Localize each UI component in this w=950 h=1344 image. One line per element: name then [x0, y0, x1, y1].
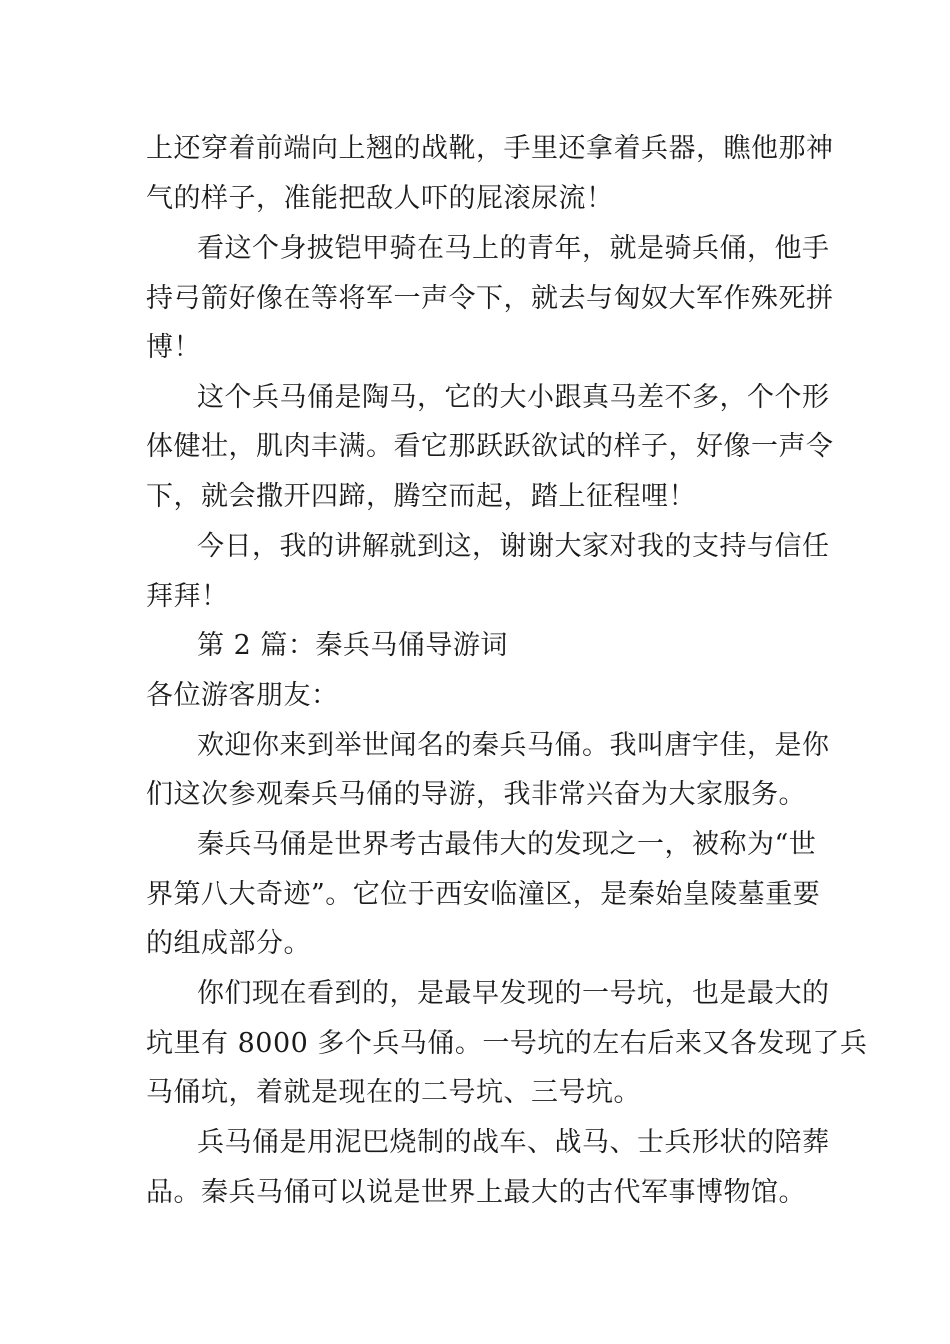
text-line: 坑里有 8000 多个兵马俑。一号坑的左右后来又各发现了兵	[146, 1028, 868, 1059]
text-line: 体健壮，肌肉丰满。看它那跃跃欲试的样子，好像一声令	[146, 431, 834, 462]
salutation: 各位游客朋友：	[146, 680, 339, 711]
text-line: 们这次参观秦兵马俑的导游，我非常兴奋为大家服务。	[146, 779, 806, 810]
paragraph-start-line: 欢迎你来到举世闻名的秦兵马俑。我叫唐宇佳，是你	[197, 730, 830, 761]
text-line: 博！	[146, 332, 201, 363]
text-line: 的组成部分。	[146, 928, 311, 959]
text-line: 气的样子，准能把敌人吓的屁滚尿流！	[146, 183, 614, 214]
paragraph-start-line: 你们现在看到的，是最早发现的一号坑，也是最大的	[197, 978, 830, 1009]
text-line: 上还穿着前端向上翘的战靴，手里还拿着兵器，瞧他那神	[146, 133, 834, 164]
paragraph-start-line: 看这个身披铠甲骑在马上的青年，就是骑兵俑，他手	[197, 233, 830, 264]
text-line: 拜拜！	[146, 581, 229, 612]
paragraph-start-line: 这个兵马俑是陶马，它的大小跟真马差不多，个个形	[197, 382, 830, 413]
text-line: 界第八大奇迹”。它位于西安临潼区，是秦始皇陵墓重要	[146, 879, 821, 910]
paragraph-start-line: 今日，我的讲解就到这，谢谢大家对我的支持与信任	[197, 531, 830, 562]
text-line: 马俑坑，着就是现在的二号坑、三号坑。	[146, 1077, 641, 1108]
text-line: 下，就会撒开四蹄，腾空而起，踏上征程哩！	[146, 481, 696, 512]
text-line: 持弓箭好像在等将军一声令下，就去与匈奴大军作殊死拼	[146, 283, 834, 314]
paragraph-start-line: 秦兵马俑是世界考古最伟大的发现之一，被称为“世	[197, 829, 817, 860]
paragraph-start-line: 兵马俑是用泥巴烧制的战车、战马、士兵形状的陪葬	[197, 1127, 830, 1158]
section-heading: 第 2 篇：秦兵马俑导游词	[197, 630, 508, 661]
text-line: 品。秦兵马俑可以说是世界上最大的古代军事博物馆。	[146, 1177, 806, 1208]
